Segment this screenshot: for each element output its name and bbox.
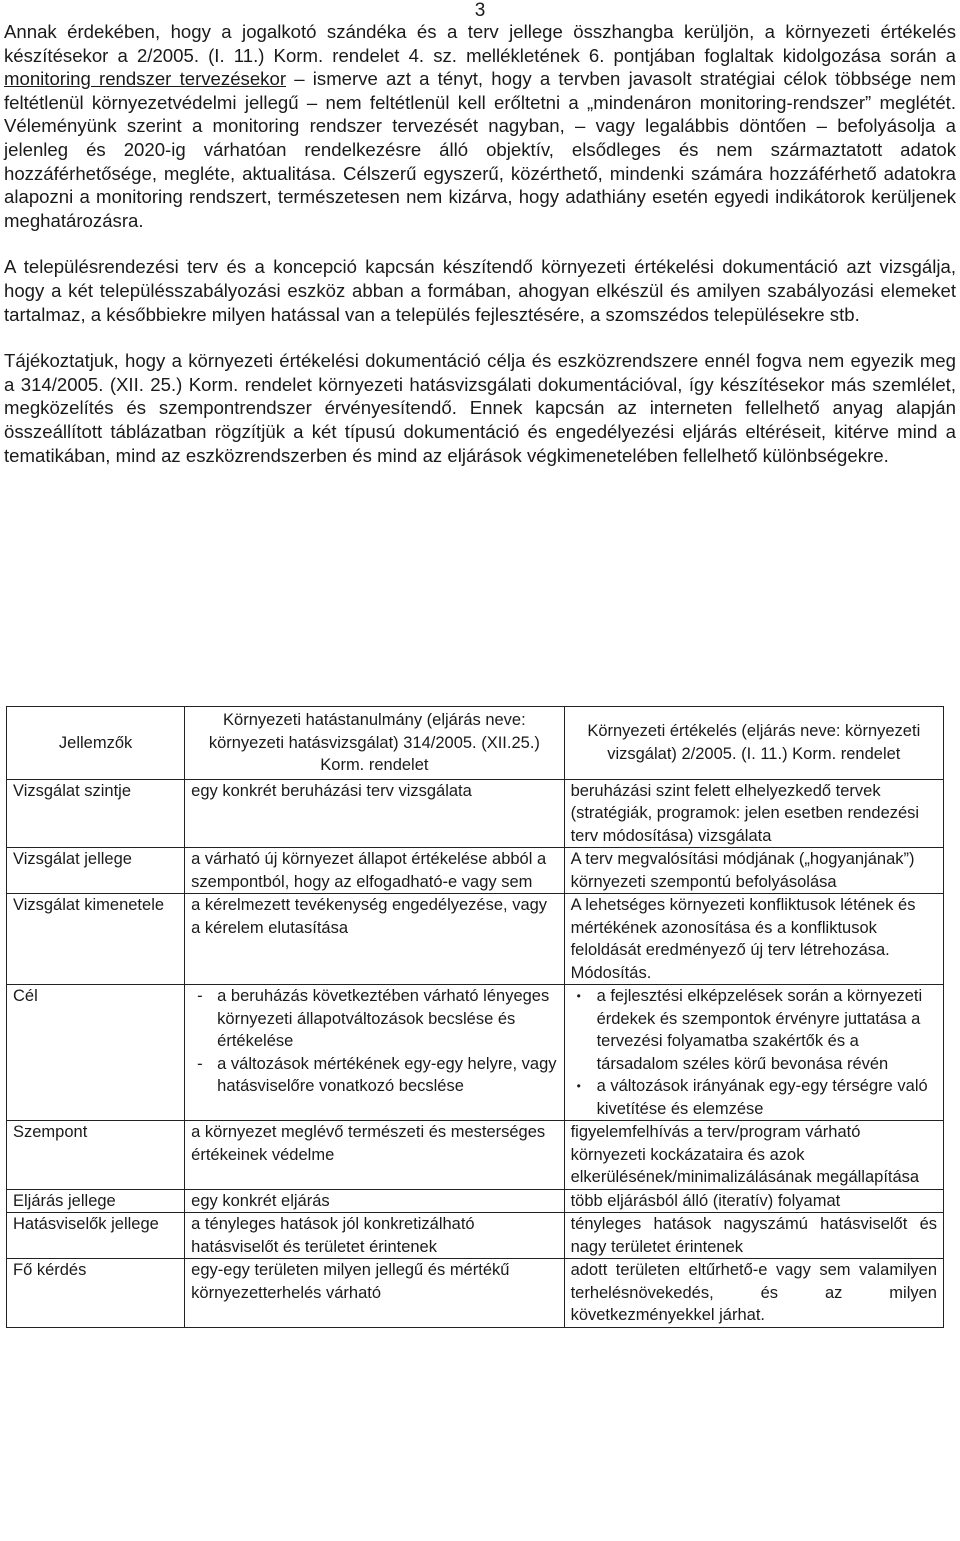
table-header-row xyxy=(7,707,944,780)
table-row xyxy=(7,1259,944,1328)
eia-cell: a környezet meglévő természeti és mesterséges értékeinek védelme xyxy=(185,1121,564,1190)
list-item: • a változások irányának egy-egy térségre való kivetítése és elemzése xyxy=(597,1075,937,1120)
eia-cell: a tényleges hatások jól konkretizálható hatásviselőt és területet érintenek xyxy=(185,1213,564,1259)
sea-cell: A lehetséges környezeti konfliktusok létének és mértékének azonosítása és a konfliktusok feloldását eredményező új terv létrehozása. Módosítás. xyxy=(564,894,943,985)
table-row xyxy=(7,894,944,985)
eia-cell: a kérelmezett tevékenység engedélyezése, vagy a kérelem elutasítása xyxy=(185,894,564,985)
header-sea: Környezeti értékelés (eljárás neve: környezeti vizsgálat) 2/2005. (I. 11.) Korm. rendelet xyxy=(564,707,943,780)
table-row xyxy=(7,1189,944,1213)
page-number: 3 xyxy=(474,0,486,21)
sea-cell: A terv megvalósítási módjának („hogyanjának”) környezeti szempontú befolyásolása xyxy=(564,848,943,894)
eia-cell xyxy=(185,985,564,1121)
sea-cell: adott területen eltűrhető-e vagy sem valamilyen terhelésnövekedés, és az milyen következményekkel járhat. xyxy=(564,1259,943,1328)
feature-cell: Fő kérdés xyxy=(7,1259,185,1328)
feature-cell: Vizsgálat kimenetele xyxy=(7,894,185,985)
paragraph-1-text-cont: – ismerve azt a tényt, hogy a tervben javasolt stratégiai célok többsége nem feltétlenül környezetvédelmi jellegű – nem feltétlenül kell erőltetni a „mindenáron monitoring-rendszer” meglétét. Véleményünk szerint a monitoring rendszer tervezését nagyban, – vagy legalábbis döntően – befolyásolja a jelenleg és 2020-ig várhatóan rendelkezésre álló objektív, elsődleges és nem származtatott adatok hozzáférhetősége, megléte, aktualitása. Célszerű egyszerű, közérthető, mindenki számára hozzáférhető adatokra alapozni a monitoring rendszert, természetesen nem kizárva, hogy adathiány esetén egyedi indikátorok kerüljenek meghatározásra. xyxy=(4,68,956,231)
paragraph-3: Tájékoztatjuk, hogy a környezeti értékelési dokumentáció célja és eszközrendszere ennél fogva nem egyezik meg a 314/2005. (XII. 25.) Korm. rendelet környezeti hatásvizsgálati dokumentációval, így készítésekor más szemlélet, megközelítés és szempontrendszer érvényesítendő. Ennek kapcsán az interneten fellelhető anyag alapján összeállított táblázatban rögzítjük a két típusú dokumentáció és engedélyezési eljárás eltéréseit, kitérve mind a tematikában, mind az eszközrendszerben és mind az eljárások végkimenetelében fellelhető különbségekre. xyxy=(4,350,956,466)
sea-cell: figyelemfelhívás a terv/program várható környezeti kockázataira és azok elkerülésének/minimalizálásának megállapítása xyxy=(564,1121,943,1190)
sea-goal-list xyxy=(571,985,937,1120)
header-feature: Jellemzők xyxy=(7,707,185,780)
feature-cell: Eljárás jellege xyxy=(7,1189,185,1213)
table-row xyxy=(7,985,944,1121)
eia-cell: egy konkrét beruházási terv vizsgálata xyxy=(185,779,564,848)
paragraph-1 xyxy=(4,20,956,232)
paragraph-2: A településrendezési terv és a koncepció kapcsán készítendő környezeti értékelési dokumentáció azt vizsgálja, hogy a két településszabályozási eszköz abban a formában, ahogyan elkészül és amilyen szabályozási elemeket tartalmaz, a későbbiekre milyen hatással van a település fejlesztésére, a szomszédos településekre stb. xyxy=(4,256,956,325)
table-row xyxy=(7,779,944,848)
eia-cell: egy konkrét eljárás xyxy=(185,1189,564,1213)
eia-goal-list xyxy=(191,985,557,1098)
table-row xyxy=(7,1121,944,1190)
sea-cell: beruházási szint felett elhelyezkedő tervek (stratégiák, programok: jelen esetben rendezési terv módosítása) vizsgálata xyxy=(564,779,943,848)
eia-cell: egy-egy területen milyen jellegű és mértékű környezetterhelés várható xyxy=(185,1259,564,1328)
table-row xyxy=(7,1213,944,1259)
feature-cell: Szempont xyxy=(7,1121,185,1190)
list-item: • a fejlesztési elképzelések során a környezeti érdekek és szempontok érvényre juttatása a tervezési folyamatba szakértők és a társadalom széles körű bevonása révén xyxy=(597,985,937,1075)
paragraph-1-underlined: monitoring rendszer tervezésekor xyxy=(4,68,287,90)
sea-cell: tényleges hatások nagyszámú hatásviselőt és nagy területet érintenek xyxy=(564,1213,943,1259)
sea-cell xyxy=(564,985,943,1121)
list-item: - a beruházás következtében várható lényeges környezeti állapotváltozások becslése és értékelése xyxy=(217,985,557,1053)
feature-cell: Vizsgálat szintje xyxy=(7,779,185,848)
feature-cell: Hatásviselők jellege xyxy=(7,1213,185,1259)
header-eia: Környezeti hatástanulmány (eljárás neve: környezeti hatásvizsgálat) 314/2005. (XII.25.) Korm. rendelet xyxy=(185,707,564,780)
table-row xyxy=(7,848,944,894)
feature-cell: Vizsgálat jellege xyxy=(7,848,185,894)
eia-cell: a várható új környezet állapot értékelése abból a szempontból, hogy az elfogadható-e vagy sem xyxy=(185,848,564,894)
sea-cell: több eljárásból álló (iteratív) folyamat xyxy=(564,1189,943,1213)
feature-cell: Cél xyxy=(7,985,185,1121)
list-item: - a változások mértékének egy-egy helyre, vagy hatásviselőre vonatkozó becslése xyxy=(217,1053,557,1098)
paragraph-1-text: Annak érdekében, hogy a jogalkotó szándéka és a terv jellege összhangba kerüljön, a környezeti értékelés készítésekor a 2/2005. (I. 11.) Korm. rendelet 4. sz. mellékletének 6. pontjában foglaltak kidolgozása során a xyxy=(4,21,956,66)
comparison-table xyxy=(6,706,944,1328)
body-text xyxy=(4,20,956,490)
